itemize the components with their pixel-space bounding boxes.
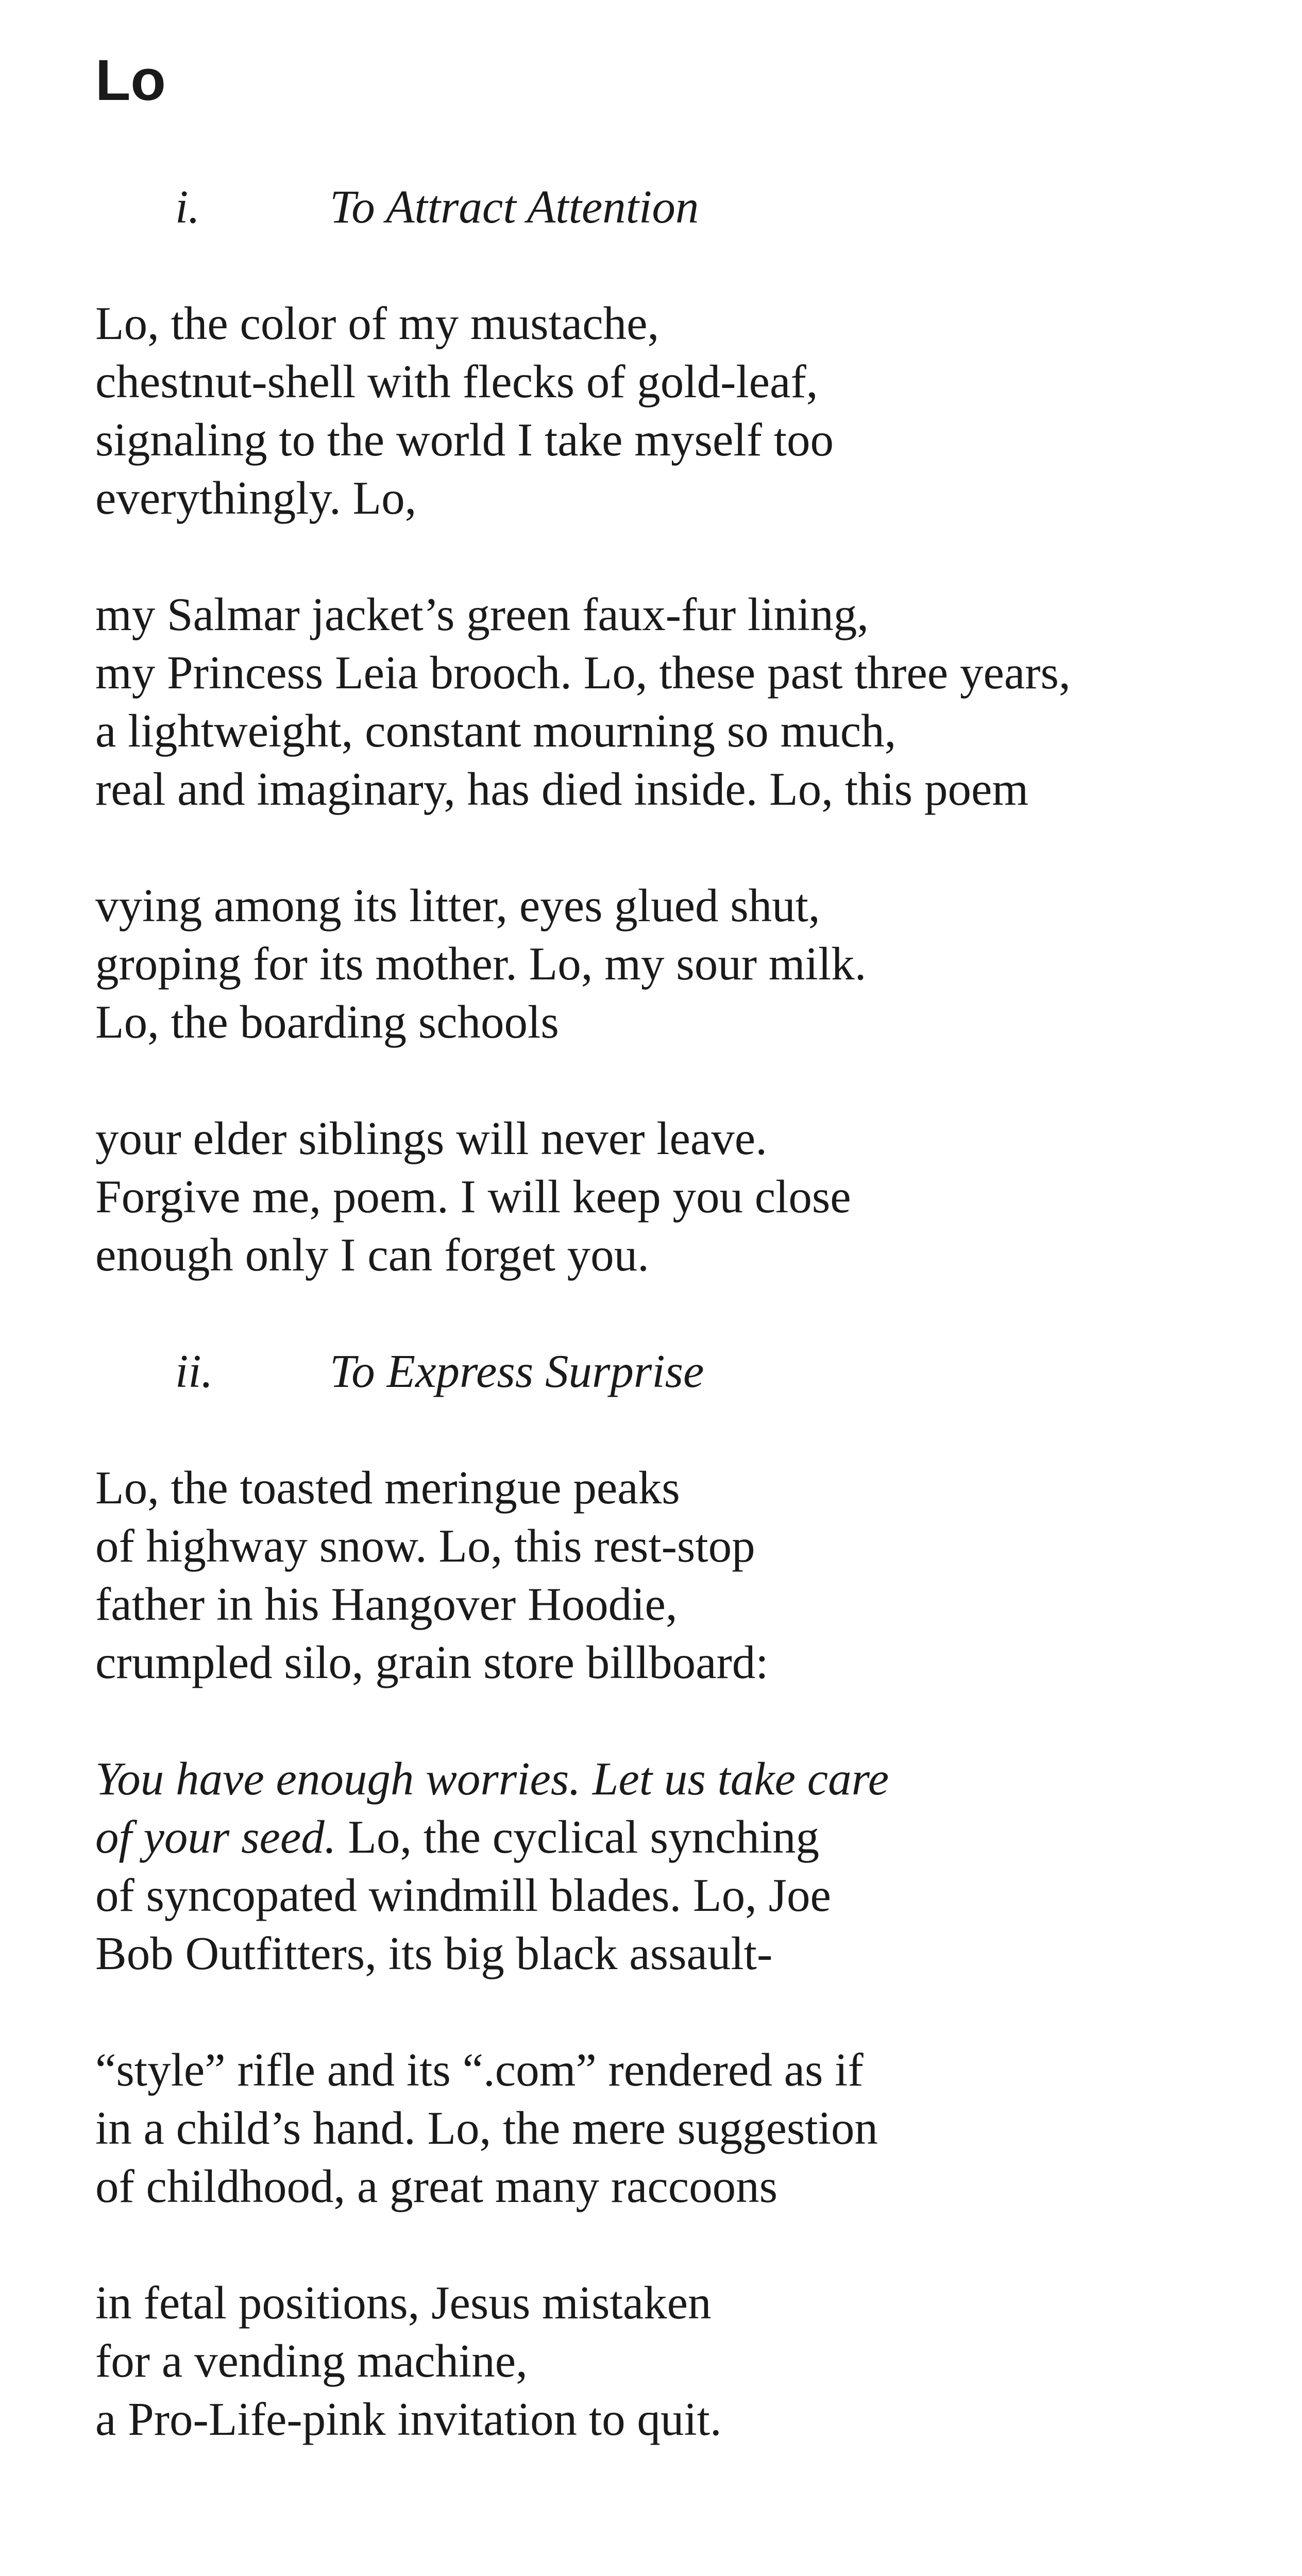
poem-line: “style” rifle and its “.com” rendered as if [95, 2044, 864, 2096]
section-numeral: i. [175, 181, 200, 233]
poem-title: Lo [95, 48, 166, 112]
poem-line: your elder siblings will never leave. [95, 1112, 767, 1164]
poem-line: in a child’s hand. Lo, the mere suggestion [95, 2102, 878, 2154]
section-heading-text: To Express Surprise [330, 1345, 704, 1397]
poem-line: my Princess Leia brooch. Lo, these past three years, [95, 647, 1071, 699]
poem-line [95, 1750, 1240, 1808]
poem-line: for a vending machine, [95, 2335, 528, 2387]
poem-line: a Pro-Life-pink invitation to quit. [95, 2393, 722, 2445]
poem-line: of highway snow. Lo, this rest-stop [95, 1520, 755, 1572]
section-numeral: ii. [175, 1345, 213, 1397]
poem-line: crumpled silo, grain store billboard: [95, 1636, 769, 1688]
poem-line: a lightweight, constant mourning so much, [95, 705, 897, 757]
stanza [95, 1459, 1240, 1691]
stanza [95, 294, 1240, 527]
stanza [95, 2041, 1240, 2215]
poem-line: Lo, the toasted meringue peaks [95, 1462, 680, 1514]
stanza [95, 585, 1240, 818]
stanza [95, 1109, 1240, 1284]
section-heading-text: To Attract Attention [330, 181, 699, 233]
poem-line: Lo, the boarding schools [95, 996, 559, 1048]
poem-line: real and imaginary, has died inside. Lo, this poem [95, 763, 1029, 815]
italic-quote: You have enough worries. Let us take care [95, 1753, 889, 1805]
stanza [95, 1750, 1240, 1982]
poem-line: enough only I can forget you. [95, 1229, 649, 1281]
section-heading [95, 1342, 1240, 1400]
poem-line: groping for its mother. Lo, my sour milk. [95, 938, 867, 990]
poem-line: of syncopated windmill blades. Lo, Joe [95, 1869, 831, 1921]
poem-line: my Salmar jacket’s green faux-fur lining, [95, 588, 869, 640]
poem-line: of childhood, a great many raccoons [95, 2160, 778, 2212]
poem-line: chestnut-shell with flecks of gold-leaf, [95, 355, 818, 408]
poem-section-2 [95, 1342, 1240, 2448]
stanza [95, 2274, 1240, 2448]
poem-line: Bob Outfitters, its big black assault- [95, 1927, 773, 1979]
italic-quote: of your seed. [95, 1811, 336, 1863]
poem-line: Lo, the color of my mustache, [95, 297, 660, 349]
poem-section-1 [95, 178, 1240, 1342]
poem-line-rest: Lo, the cyclical synching [336, 1811, 820, 1863]
poem-line: Forgive me, poem. I will keep you close [95, 1171, 851, 1223]
stanza [95, 876, 1240, 1051]
poem-line: vying among its litter, eyes glued shut, [95, 879, 820, 931]
poem-line [95, 1808, 1240, 1866]
section-heading [95, 178, 1240, 236]
poem-line: signaling to the world I take myself too [95, 414, 834, 466]
poem-line: everythingly. Lo, [95, 472, 417, 524]
poem-line: in fetal positions, Jesus mistaken [95, 2277, 712, 2329]
poem-line: father in his Hangover Hoodie, [95, 1578, 678, 1630]
